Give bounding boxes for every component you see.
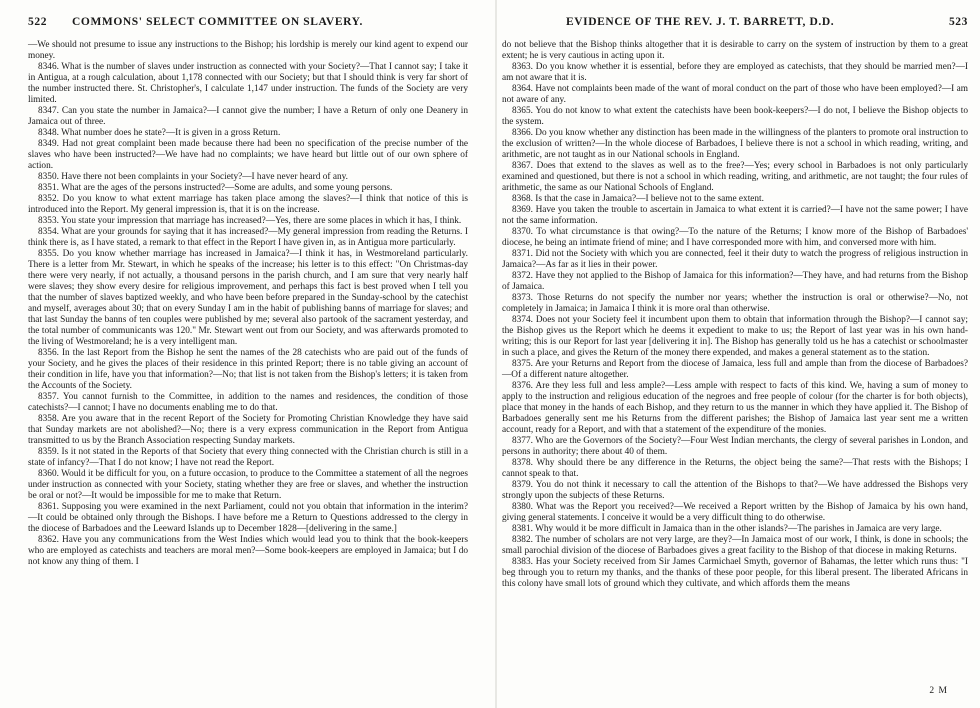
paragraph: 8352. Do you know to what extent marriage has taken place among the slaves?—I think that notice of this is introduced into the Report. My general impression is, that it is on the increase. [28, 194, 468, 215]
paragraph: 8349. Had not great complaint been made because there had been no specification of the precise number of the slaves who have been instructed?—We have had no complaints; we have heard but little out of our own sphere of action. [28, 139, 468, 171]
paragraph: 8376. Are they less full and less ample?—Less ample with respect to facts of this kind. We, having a sum of money to apply to the instruction and religious education of the negroes and free people of colour (for the charter is for both objects), place that money in the hands of each Bishop, and they return to us the manner in which they have applied it. The Bishop of Barbadoes generally sent me his Returns from the different parishes; the Bishop of Jamaica last year sent me a written account, ready for a Report, and with that a statement of the expenditure of the monies. [502, 381, 968, 435]
paragraph: 8370. To what circumstance is that owing?—To the nature of the Returns; I know more of the Bishop of Barbadoes' diocese, he being an intimate friend of mine; and I have corresponded more with him, and conversed more with him. [502, 227, 968, 248]
right-page [496, 0, 980, 708]
paragraph: 8368. Is that the case in Jamaica?—I believe not to the same extent. [512, 194, 764, 204]
paragraph: 8383. Has your Society received from Sir James Carmichael Smyth, governor of Bahamas, the letter which runs thus: "I beg through you to return my thanks, and the thanks of these poor people, for this liberal present. The liberated Africans in this colony have small lots of ground which they cultivate, and which affords them the means [502, 557, 968, 589]
paragraph: 8371. Did not the Society with which you are connected, feel it their duty to watch the progress of religious instruction in Jamaica?—As far as it lies in their power. [502, 249, 968, 270]
paragraph: 8351. What are the ages of the persons instructed?—Some are adults, and some young persons. [38, 183, 393, 193]
paragraph: 8350. Have there not been complaints in your Society?—I have never heard of any. [38, 172, 348, 182]
paragraph: —We should not presume to issue any instructions to the Bishop; his lordship is merely our kind agent to expend our money. [28, 40, 468, 61]
paragraph: 8364. Have not complaints been made of the want of moral conduct on the part of those who have been employed?—I am not aware of any. [502, 84, 968, 105]
paragraph: 8378. Why should there be any difference in the Returns, the object being the same?—That rests with the Bishops; I cannot speak to that. [502, 458, 968, 479]
left-running-title: COMMONS' SELECT COMMITTEE ON SLAVERY. [72, 16, 363, 28]
paragraph: 8356. In the last Report from the Bishop he sent the names of the 28 catechists who are paid out of the funds of your Society, and he gives the places of their residence in this printed Report; there is no table giving an account of their condition in life, have you that information?—No; that list is not taken from the Bishop's letters; it is taken from the Accounts of the Society. [28, 348, 468, 391]
paragraph: 8380. What was the Report you received?—We received a Report written by the Bishop of Jamaica by his own hand, giving general statements. I conceive it would be a very difficult thing to do otherwise. [502, 502, 968, 523]
paragraph: 8373. Those Returns do not specify the number nor years; whether the instruction is oral or otherwise?—No, not completely in Jamaica; in Jamaica I think it is more oral than otherwise. [502, 293, 968, 314]
paragraph: 8362. Have you any communications from the West Indies which would lead you to think that the book-keepers who are employed as catechists and teachers are moral men?—Some book-keepers are employed in Jamaica; but I do not know any thing of them. I [28, 535, 468, 567]
paragraph: 8375. Are your Returns and Report from the diocese of Jamaica, less full and ample than from the diocese of Barbadoes?—Of a different nature altogether. [502, 359, 968, 380]
right-page-header [502, 16, 968, 30]
paragraph: 8346. What is the number of slaves under instruction as connected with your Society?—That I cannot say; I take it in Antigua, at a rough calculation, about 1,178 connected with our Society; but that I should think is very far short of the number instructed there. St. Christopher's, I calculate 1,147 under instruction. The funds of the Society are very limited. [28, 62, 468, 105]
paragraph: 8360. Would it be difficult for you, on a future occasion, to produce to the Committee a statement of all the negroes under instruction as connected with your Society, stating whether they are free or slaves, and whether the instruction be oral or not?—It would be impossible for me to make that Return. [28, 469, 468, 501]
paragraph: 8353. You state your impression that marriage has increased?—Yes, there are some places in which it has, I think. [38, 216, 462, 226]
right-page-number: 523 [948, 16, 968, 28]
paragraph: 8357. You cannot furnish to the Committee, in addition to the names and residences, the condition of those catechists?—I cannot; I have no documents enabling me to do that. [28, 392, 468, 413]
right-running-title: EVIDENCE OF THE REV. J. T. BARRETT, D.D. [566, 16, 835, 28]
paragraph: 8355. Do you know whether marriage has increased in Jamaica?—I think it has, in Westmoreland particularly. There is a letter from Mr. Stewart, in which he speaks of the increase; his letter is to this effect: "On Christmas-day there were very nearly, if not actually, a thousand persons in the parish church, and I am sure that very nearly half were slaves; they show every desire for religious improvement, and perhaps this fact is best proved when I tell you that the number of slaves baptized weekly, and who have been before prepared in the Sunday-school by the catechist and myself, averages about 30; that on every Sunday I am in the habit of publishing banns of marriage for slaves; and that last Sunday the banns of ten couples were published by me; several also partook of the sacrament yesterday, and the total number of communicants was 120." Mr. Stewart went out from our Society, and was afterwards promoted to the living of Westmoreland; he is a very intelligent man. [28, 249, 468, 347]
left-page-number: 522 [28, 16, 48, 28]
paragraph: 8367. Does that extend to the slaves as well as to the free?—Yes; every school in Barbadoes is not only particularly examined and questioned, but there is not a school in which reading, writing, and arithmetic, are not taught; the four rules of arithmetic, the same as our National Schools of England. [502, 161, 968, 193]
paragraph: 8348. What number does he state?—It is given in a gross Return. [38, 128, 281, 138]
paragraph: 8361. Supposing you were examined in the next Parliament, could not you obtain that information in the interim?—It could be obtained only through the Bishops. I have before me a Return to Questions addressed to the clergy in the diocese of Barbadoes and the Leeward Islands up to December 1828—[delivering in the same.] [28, 502, 468, 534]
paragraph: 8365. You do not know to what extent the catechists have been book-keepers?—I do not, I believe the Bishop objects to the system. [502, 106, 968, 127]
paragraph: 8347. Can you state the number in Jamaica?—I cannot give the number; I have a Return of only one Deanery in Jamaica out of three. [28, 106, 468, 127]
page-signature-mark: 2 M [929, 686, 948, 696]
left-page-header [28, 16, 476, 30]
paragraph: 8366. Do you know whether any distinction has been made in the willingness of the planters to promote oral instruction to the exclusion of written?—In the whole diocese of Barbadoes, I believe there is not a school in which reading, writing, and arithmetic, are not taught as in our National schools in England. [502, 128, 968, 160]
paragraph: 8374. Does not your Society feel it incumbent upon them to obtain that information through the Bishop?—I cannot say; the Bishop gives us the Report which he deems it expedient to make to us; the Report of last year was in his own hand-writing; this is our Report for last year [delivering it in]. The Bishop has generally told us he has a catechist or schoolmaster in such a place, and gives the Return of the money there expended, and makes a general statement as to the station. [502, 315, 968, 358]
right-page-body [502, 40, 968, 590]
paragraph: 8363. Do you know whether it is essential, before they are employed as catechists, that they should be married men?—I am not aware that it is. [502, 62, 968, 83]
paragraph: 8369. Have you taken the trouble to ascertain in Jamaica to what extent it is carried?—I have not the same power; I have not the same information. [502, 205, 968, 226]
left-page-body [28, 40, 468, 568]
paragraph: 8372. Have they not applied to the Bishop of Jamaica for this information?—They have, and had returns from the Bishop of Jamaica. [502, 271, 968, 292]
paragraph: 8379. You do not think it necessary to call the attention of the Bishops to that?—We have addressed the Bishops very strongly upon the subjects of these Returns. [502, 480, 968, 501]
paragraph: do not believe that the Bishop thinks altogether that it is desirable to carry on the system of instruction by them to a great extent; he is very cautious in acting upon it. [502, 40, 968, 61]
paragraph: 8381. Why would it be more difficult in Jamaica than in the other islands?—The parishes in Jamaica are very large. [512, 524, 942, 534]
paragraph: 8382. The number of scholars are not very large, are they?—In Jamaica most of our work, I think, is done in schools; the small parochial division of the diocese of Barbadoes gives a great facility to the Bishop of that diocese in making Returns. [502, 535, 968, 556]
paragraph: 8359. Is it not stated in the Reports of that Society that every thing connected with the Christian church is still in a state of infancy?—That I do not know; I have not read the Report. [28, 447, 468, 468]
paragraph: 8358. Are you aware that in the recent Report of the Society for Promoting Christian Knowledge they have said that Sunday markets are not abolished?—No; there is a very express communication in the Report from Antigua transmitted to us by the Branch Association respecting Sunday markets. [28, 414, 468, 446]
paragraph: 8377. Who are the Governors of the Society?—Four West Indian merchants, the clergy of several parishes in London, and persons in authority; there about 40 of them. [502, 436, 968, 457]
paragraph: 8354. What are your grounds for saying that it has increased?—My general impression from reading the Returns. I think there is, as I have stated, a remark to that effect in the Report I have given in, as in Antigua more particularly. [28, 227, 468, 248]
